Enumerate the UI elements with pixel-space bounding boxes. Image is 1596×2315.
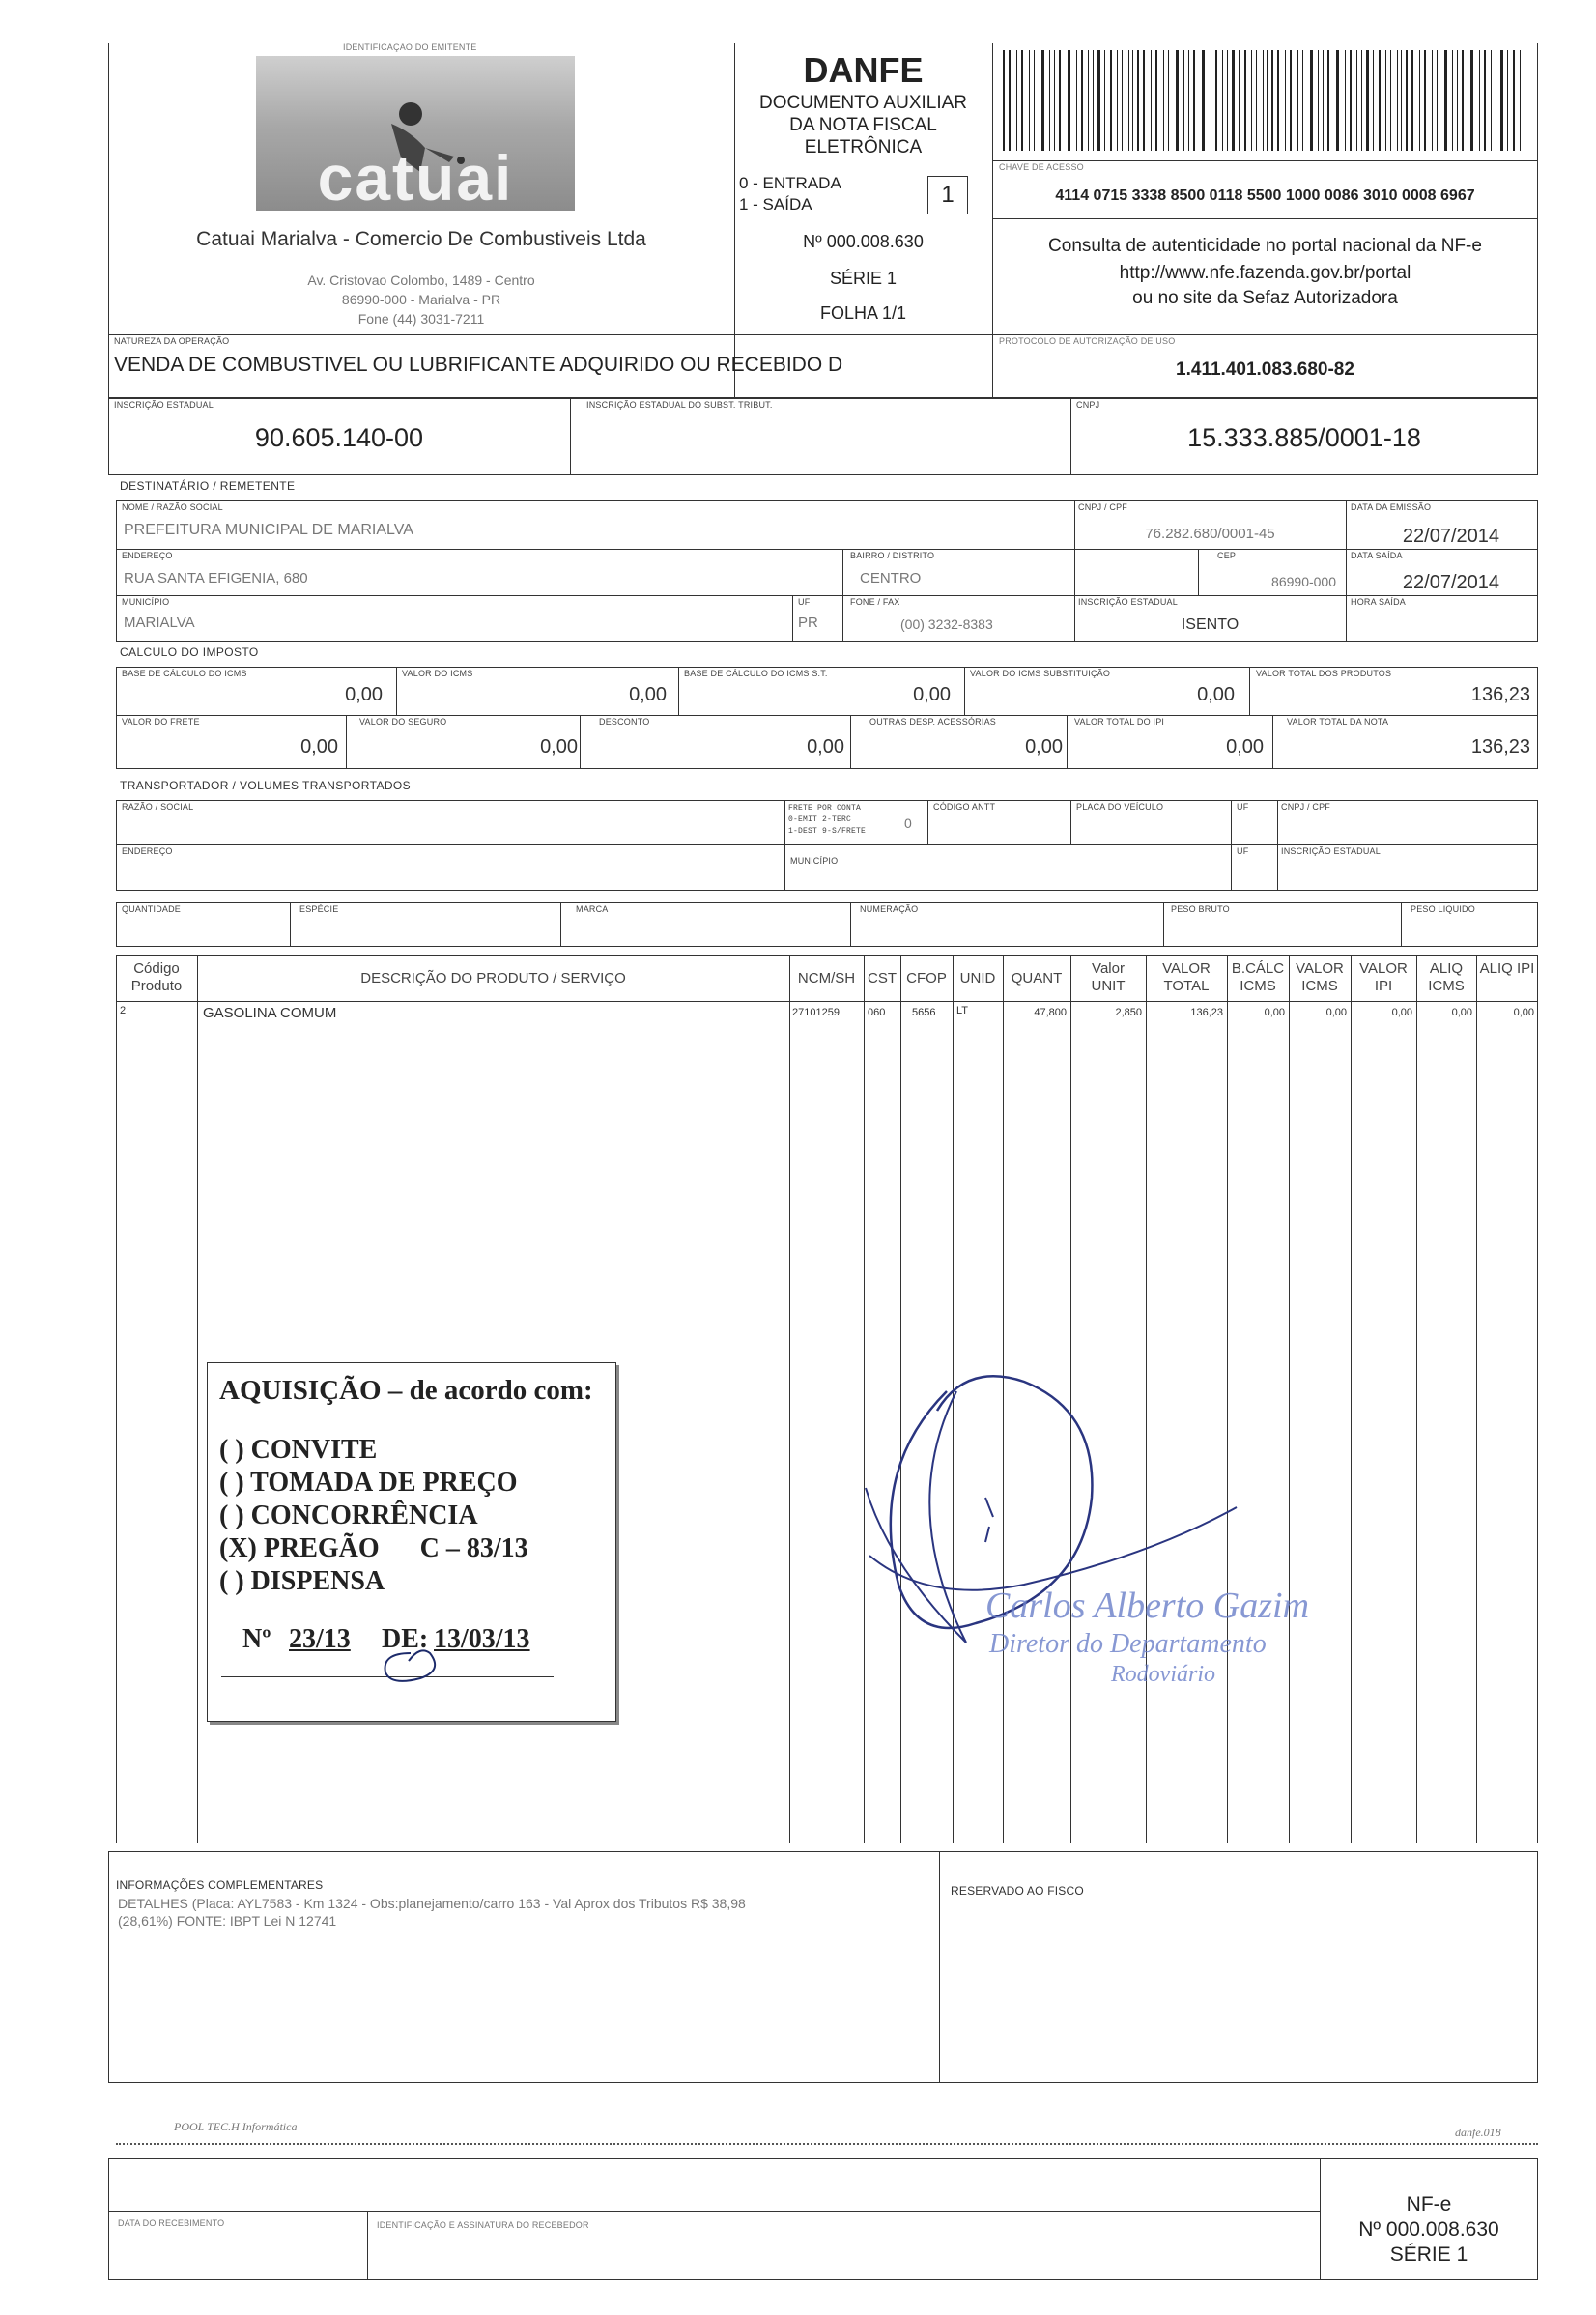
col-unid: UNID [959, 970, 996, 986]
col-descricao: DESCRIÇÃO DO PRODUTO / SERVIÇO [360, 970, 626, 986]
destinatario-section: DESTINATÁRIO / REMETENTE [120, 479, 296, 493]
stamp-concorrencia: ( ) CONCORRÊNCIA [219, 1500, 478, 1530]
barcode-bar [1411, 50, 1413, 151]
col-vtotal: VALOR TOTAL [1162, 960, 1211, 994]
col-cfop: CFOP [906, 970, 947, 986]
dest-bairro: CENTRO [860, 570, 922, 586]
col-vipi: VALOR IPI [1359, 960, 1408, 994]
barcode-bar [1215, 50, 1217, 151]
emissao-date: 22/07/2014 [1402, 526, 1499, 547]
barcode-bar [1444, 50, 1447, 151]
dest-cep: 86990-000 [1271, 574, 1336, 589]
row-codigo: 2 [120, 1005, 127, 1016]
bc-st-value: 0,00 [913, 684, 951, 705]
barcode-bar [1151, 50, 1152, 151]
canhoto-nfe: NF-e [1406, 2193, 1452, 2215]
seguro-label: VALOR DO SEGURO [359, 717, 447, 727]
peso-liquido-label: PESO LIQUIDO [1411, 904, 1475, 914]
barcode-bar [1034, 50, 1035, 151]
assinatura-label: IDENTIFICAÇÃO E ASSINATURA DO RECEBEDOR [377, 2220, 589, 2230]
barcode-bar [1520, 50, 1521, 151]
barcode-bar [1227, 50, 1228, 151]
dest-cnpj: 76.282.680/0001-45 [1145, 526, 1275, 542]
natureza-value: VENDA DE COMBUSTIVEL OU LUBRIFICANTE ADQUIRIDO OU RECEBIDO D [114, 354, 843, 376]
ie-st-label: INSCRIÇÃO ESTADUAL DO SUBST. TRIBUT. [586, 400, 773, 410]
carimbo-name: Carlos Alberto Gazim [985, 1586, 1310, 1626]
frete-por-conta-value: 0 [904, 815, 912, 831]
row-cst: 060 [868, 1007, 886, 1018]
dest-uf: PR [798, 614, 818, 631]
emissao-label: DATA DA EMISSÃO [1351, 502, 1432, 512]
stamp-tomada: ( ) TOMADA DE PREÇO [219, 1468, 518, 1498]
barcode-bar [1267, 50, 1268, 151]
barcode-bar [1168, 50, 1169, 151]
barcode-bar [1263, 50, 1264, 151]
transportador-box [116, 800, 1538, 891]
transp-razao-label: RAZÃO / SOCIAL [122, 802, 194, 812]
antt-label: CÓDIGO ANTT [933, 802, 996, 812]
col-bcalc: B.CÁLC ICMS [1231, 960, 1285, 994]
danfe-code: danfe.018 [1455, 2126, 1501, 2139]
info-text-1: DETALHES (Placa: AYL7583 - Km 1324 - Obs:planejamento/carro 163 - Val Aprox dos Tributos R$ 38,98 [118, 1896, 746, 1911]
ie-label: INSCRIÇÃO ESTADUAL [114, 400, 214, 410]
stamp-de-prefix: DE: [382, 1624, 429, 1654]
barcode-bar [1059, 50, 1061, 151]
emitente-ident-label: IDENTIFICAÇÃO DO EMITENTE [343, 43, 477, 52]
danfe-title: DANFE [803, 50, 924, 90]
dest-ie-label: INSCRIÇÃO ESTADUAL [1078, 597, 1178, 607]
dest-cep-label: CEP [1217, 551, 1237, 560]
barcode-bar [1176, 50, 1179, 151]
barcode-bar [1277, 50, 1279, 151]
col-cst: CST [868, 970, 897, 986]
col-aliq-icms: ALIQ ICMS [1428, 960, 1465, 994]
barcode-bar [1318, 50, 1319, 151]
barcode-bar [1513, 50, 1515, 151]
transp-municipio-label: MUNICÍPIO [790, 856, 839, 866]
canhoto-numero: Nº 000.008.630 [1358, 2218, 1499, 2241]
barcode [1001, 50, 1530, 151]
barcode-bar [1356, 50, 1357, 151]
barcode-bar [1302, 50, 1303, 151]
transp-uf2-label: UF [1237, 846, 1249, 856]
barcode-bar [1155, 50, 1157, 151]
dest-cnpj-label: CNPJ / CPF [1078, 502, 1128, 512]
dest-endereco-label: ENDEREÇO [122, 551, 173, 560]
barcode-bar [1401, 50, 1402, 151]
carimbo-role: Diretor do Departamento [989, 1629, 1267, 1659]
frete-por-conta-label: FRETE POR CONTA [788, 804, 862, 813]
stamp-convite: ( ) CONVITE [219, 1435, 378, 1465]
dest-fone-label: FONE / FAX [850, 597, 900, 607]
barcode-bar [1470, 50, 1473, 151]
danfe-folha: FOLHA 1/1 [819, 303, 907, 323]
nota-label: VALOR TOTAL DA NOTA [1287, 717, 1389, 727]
danfe-subtitle-1: DOCUMENTO AUXILIAR [758, 93, 968, 113]
stamp-pregao: (X) PREGÃO C – 83/13 [219, 1533, 528, 1563]
barcode-bar [1336, 50, 1339, 151]
v-st-label: VALOR DO ICMS SUBSTITUIÇÃO [970, 669, 1111, 678]
dest-municipio-label: MUNICÍPIO [122, 597, 170, 607]
fisco-label: RESERVADO AO FISCO [951, 1884, 1084, 1898]
barcode-bar [1003, 50, 1005, 151]
barcode-bar [1271, 50, 1273, 151]
transp-ie-label: INSCRIÇÃO ESTADUAL [1281, 846, 1381, 856]
cnpj-label: CNPJ [1076, 400, 1100, 410]
chave-label: CHAVE DE ACESSO [999, 162, 1084, 172]
barcode-bar [1076, 50, 1077, 151]
barcode-bar [1097, 50, 1100, 151]
cnpj-value: 15.333.885/0001-18 [1187, 423, 1421, 452]
carimbo-dept: Rodoviário [1111, 1662, 1215, 1687]
company-logo [256, 56, 575, 211]
especie-label: ESPÉCIE [299, 904, 339, 914]
emitente-address: Av. Cristovao Colombo, 1489 - Centro [307, 272, 535, 288]
barcode-bar [1137, 50, 1139, 151]
tipo-operacao-box: 1 [927, 176, 968, 214]
barcode-bar [1128, 50, 1129, 151]
transp-endereco-label: ENDEREÇO [122, 846, 173, 856]
barcode-bar [1437, 50, 1438, 151]
row-unid: LT [956, 1005, 969, 1016]
frete-value: 0,00 [300, 736, 338, 757]
v-icms-value: 0,00 [629, 684, 667, 705]
tipo-saida: 1 - SAÍDA [739, 195, 812, 214]
barcode-bar [1068, 50, 1070, 151]
barcode-bar [1021, 50, 1023, 151]
row-vtotal: 136,23 [1190, 1007, 1223, 1018]
aquisicao-stamp [207, 1362, 616, 1722]
barcode-bar [1432, 50, 1433, 151]
natureza-label: NATUREZA DA OPERAÇÃO [114, 336, 230, 346]
barcode-bar [1110, 50, 1112, 151]
barcode-bar [1239, 50, 1240, 151]
col-quant: QUANT [1011, 970, 1063, 986]
row-aliq-ipi: 0,00 [1513, 1007, 1534, 1018]
stamp-data: 13/03/13 [434, 1624, 530, 1654]
tipo-entrada: 0 - ENTRADA [739, 174, 841, 192]
barcode-bar [1290, 50, 1292, 151]
barcode-bar [1104, 50, 1105, 151]
col-vunit: Valor UNIT [1091, 960, 1126, 994]
ipi-value: 0,00 [1226, 736, 1264, 757]
barcode-bar [1390, 50, 1391, 151]
row-vipi: 0,00 [1391, 1007, 1412, 1018]
desconto-label: DESCONTO [599, 717, 650, 727]
seguro-value: 0,00 [540, 736, 578, 757]
barcode-bar [1285, 50, 1286, 151]
barcode-bar [1081, 50, 1083, 151]
recebimento-label: DATA DO RECEBIMENTO [118, 2218, 225, 2228]
info-text-2: (28,61%) FONTE: IBPT Lei N 12741 [118, 1913, 337, 1929]
tear-line [116, 2143, 1538, 2145]
marca-label: MARCA [576, 904, 609, 914]
dest-municipio: MARIALVA [124, 614, 195, 631]
barcode-bar [1088, 50, 1089, 151]
barcode-bar [1188, 50, 1189, 151]
nota-value: 136,23 [1470, 736, 1530, 757]
barcode-bar [1366, 50, 1369, 151]
barcode-bar [1041, 50, 1044, 151]
barcode-bar [1479, 50, 1480, 151]
danfe-numero: Nº 000.008.630 [803, 232, 924, 251]
barcode-bar [1484, 50, 1486, 151]
barcode-bar [1232, 50, 1235, 151]
software-credit: POOL TEC.H Informática [174, 2120, 298, 2133]
danfe-subtitle-3: ELETRÔNICA [804, 137, 923, 157]
v-icms-label: VALOR DO ICMS [402, 669, 473, 678]
barcode-bar [1297, 50, 1298, 151]
saida-date: 22/07/2014 [1402, 572, 1499, 593]
barcode-bar [1310, 50, 1313, 151]
carimbo-stamp [976, 1585, 1324, 1701]
v-prod-label: VALOR TOTAL DOS PRODUTOS [1256, 669, 1392, 678]
emitente-name: Catuai Marialva - Comercio De Combustiveis Ltda [196, 228, 646, 250]
qtd-label: QUANTIDADE [122, 904, 182, 914]
desconto-value: 0,00 [807, 736, 844, 757]
barcode-bar [1183, 50, 1184, 151]
logo-text: catuai [317, 142, 514, 211]
barcode-bar [1251, 50, 1252, 151]
dest-bairro-label: BAIRRO / DISTRITO [850, 551, 935, 560]
bc-st-label: BASE DE CÁLCULO DO ICMS S.T. [684, 669, 828, 678]
barcode-bar [1327, 50, 1329, 151]
dest-nome-label: NOME / RAZÃO SOCIAL [122, 502, 223, 512]
row-quant: 47,800 [1034, 1007, 1067, 1018]
barcode-bar [1507, 50, 1508, 151]
numeracao-label: NUMERAÇÃO [860, 904, 919, 914]
barcode-bar [1373, 50, 1374, 151]
saida-label: DATA SAÍDA [1351, 551, 1403, 560]
danfe-subtitle-2: DA NOTA FISCAL [789, 115, 937, 135]
barcode-bar [1323, 50, 1324, 151]
row-bcalc: 0,00 [1264, 1007, 1285, 1018]
stamp-title: AQUISIÇÃO – de acordo com: [219, 1375, 593, 1406]
consulta-line-3: ou no site da Sefaz Autorizadora [1132, 288, 1398, 308]
barcode-bar [1016, 50, 1017, 151]
barcode-bar [1163, 50, 1164, 151]
emitente-phone: Fone (44) 3031-7211 [357, 311, 485, 327]
barcode-bar [1462, 50, 1464, 151]
transp-cnpj-label: CNPJ / CPF [1281, 802, 1331, 812]
barcode-bar [1132, 50, 1133, 151]
frete-label: VALOR DO FRETE [122, 717, 200, 727]
transp-uf-label: UF [1237, 802, 1249, 812]
ie-value: 90.605.140-00 [254, 423, 424, 452]
barcode-bar [1117, 50, 1118, 151]
barcode-bar [1093, 50, 1094, 151]
imposto-section: CALCULO DO IMPOSTO [120, 645, 259, 659]
outras-value: 0,00 [1025, 736, 1063, 757]
barcode-bar [1143, 50, 1145, 151]
barcode-bar [1361, 50, 1362, 151]
v-st-value: 0,00 [1197, 684, 1235, 705]
emitente-city: 86990-000 - Marialva - PR [341, 292, 501, 307]
barcode-bar [1244, 50, 1246, 151]
col-codigo: Código Produto [130, 960, 183, 994]
barcode-bar [1491, 50, 1492, 151]
protocolo-value: 1.411.401.083.680-82 [1176, 359, 1354, 380]
barcode-bar [1345, 50, 1346, 151]
consulta-line-1: Consulta de autenticidade no portal nacional da NF-e [1048, 236, 1482, 256]
dest-uf-label: UF [798, 597, 811, 607]
transportador-section: TRANSPORTADOR / VOLUMES TRANSPORTADOS [120, 779, 412, 792]
barcode-bar [1122, 50, 1123, 151]
stamp-numero-prefix: Nº [242, 1624, 271, 1654]
stamp-numero: 23/13 [289, 1624, 351, 1654]
protocolo-label: PROTOCOLO DE AUTORIZAÇÃO DE USO [999, 336, 1176, 346]
col-ncm: NCM/SH [797, 970, 856, 986]
peso-bruto-label: PESO BRUTO [1171, 904, 1230, 914]
barcode-bar [1457, 50, 1458, 151]
row-vicms: 0,00 [1325, 1007, 1347, 1018]
barcode-bar [1406, 50, 1408, 151]
barcode-bar [1419, 50, 1420, 151]
barcode-bar [1222, 50, 1223, 151]
hora-label: HORA SAÍDA [1351, 597, 1407, 607]
frete-opcoes-2: 1-DEST 9-S/FRETE [788, 827, 867, 836]
barcode-bar [1424, 50, 1426, 151]
outras-label: OUTRAS DESP. ACESSÓRIAS [869, 717, 996, 727]
placa-label: PLACA DO VEÍCULO [1076, 802, 1164, 812]
ipi-label: VALOR TOTAL DO IPI [1074, 717, 1165, 727]
barcode-bar [1452, 50, 1453, 151]
barcode-bar [1049, 50, 1050, 151]
row-ncm: 27101259 [792, 1007, 840, 1018]
frete-opcoes-1: 0-EMIT 2-TERC [788, 815, 852, 824]
dest-ie: ISENTO [1181, 616, 1240, 633]
barcode-bar [1500, 50, 1503, 151]
barcode-bar [1256, 50, 1257, 151]
info-label: INFORMAÇÕES COMPLEMENTARES [116, 1878, 324, 1892]
v-prod-value: 136,23 [1470, 684, 1530, 705]
dest-nome: PREFEITURA MUNICIPAL DE MARIALVA [124, 522, 413, 538]
barcode-bar [1202, 50, 1205, 151]
col-aliq-ipi: ALIQ IPI [1479, 960, 1535, 977]
row-cfop: 5656 [912, 1007, 936, 1018]
row-descricao: GASOLINA COMUM [203, 1005, 337, 1021]
stamp-initials-signature [372, 1643, 459, 1692]
barcode-bar [1385, 50, 1386, 151]
stamp-dispensa: ( ) DISPENSA [219, 1566, 385, 1596]
bc-icms-label: BASE DE CÁLCULO DO ICMS [122, 669, 247, 678]
canhoto-serie: SÉRIE 1 [1389, 2244, 1468, 2266]
row-aliq-icms: 0,00 [1451, 1007, 1472, 1018]
danfe-serie: SÉRIE 1 [829, 269, 898, 288]
chave-value: 4114 0715 3338 8500 0118 5500 1000 0086 3010 0008 6967 [1055, 187, 1475, 204]
col-vicms: VALOR ICMS [1296, 960, 1344, 994]
barcode-bar [1193, 50, 1195, 151]
barcode-bar [1009, 50, 1011, 151]
dest-fone: (00) 3232-8383 [900, 616, 993, 632]
consulta-url: http://www.nfe.fazenda.gov.br/portal [1119, 263, 1411, 283]
bc-icms-value: 0,00 [345, 684, 383, 705]
row-vunit: 2,850 [1115, 1007, 1142, 1018]
barcode-bar [1054, 50, 1055, 151]
dest-endereco: RUA SANTA EFIGENIA, 680 [124, 570, 308, 586]
barcode-bar [1379, 50, 1381, 151]
barcode-bar [1029, 50, 1030, 151]
barcode-bar [1350, 50, 1352, 151]
barcode-bar [1397, 50, 1398, 151]
